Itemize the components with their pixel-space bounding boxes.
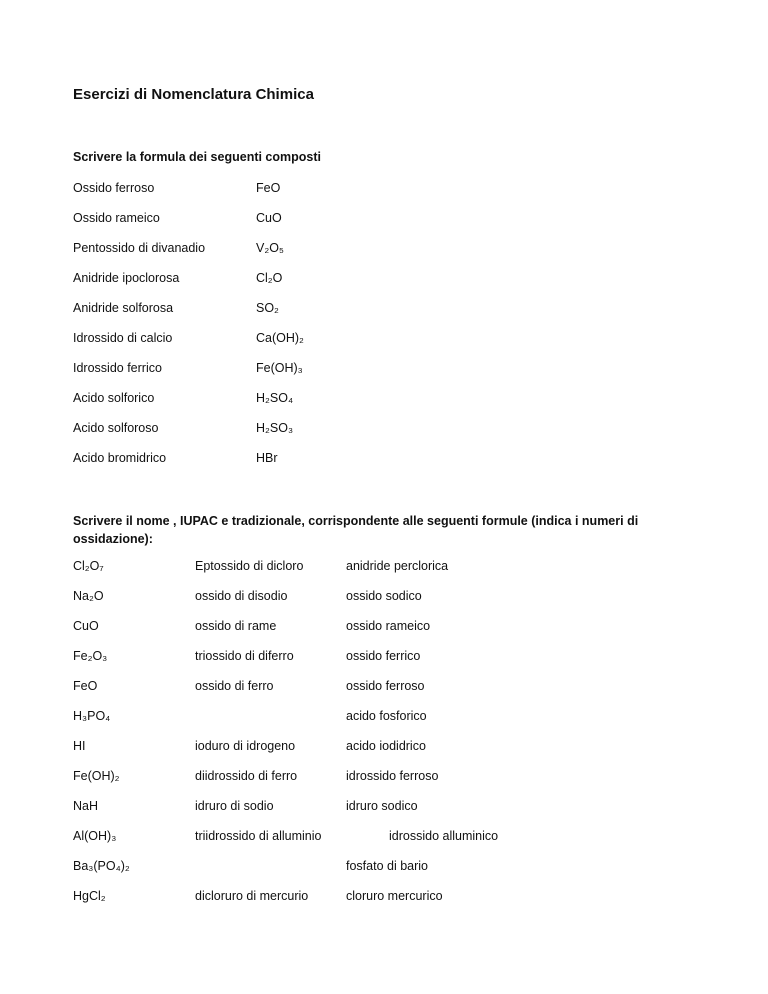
compound-formula: NaH: [73, 799, 99, 813]
compound-formula: SO₂: [256, 301, 279, 315]
compound-formula: HgCl₂: [73, 889, 106, 903]
compound-formula: Fe₂O₃: [73, 649, 108, 663]
compound-formula: CuO: [73, 619, 99, 633]
list-item: [73, 449, 693, 467]
compound-name: Acido solforico: [73, 391, 155, 405]
compound-name: Anidride ipoclorosa: [73, 271, 180, 285]
list-item: [73, 857, 693, 875]
list-item: [73, 647, 693, 665]
traditional-name: cloruro mercurico: [346, 889, 443, 903]
list-item: [73, 557, 693, 575]
iupac-name: dicloruro di mercurio: [195, 889, 309, 903]
list-item: [73, 359, 693, 377]
compound-formula: Ba₃(PO₄)₂: [73, 859, 130, 873]
list-item: [73, 389, 693, 407]
traditional-name: ossido rameico: [346, 619, 431, 633]
compound-formula: Cl₂O: [256, 271, 283, 285]
compound-name: Ossido ferroso: [73, 181, 155, 195]
iupac-name: triidrossido di alluminio: [195, 829, 322, 843]
compound-name: Anidride solforosa: [73, 301, 174, 315]
traditional-name: fosfato di bario: [346, 859, 428, 873]
compound-formula: Fe(OH)₂: [73, 769, 120, 783]
compound-formula: Cl₂O₇: [73, 559, 104, 573]
compound-name: Idrossido di calcio: [73, 331, 173, 345]
section-heading-names: Scrivere il nome , IUPAC e tradizionale, corrispondente alle seguenti formule (indica i numeri di ossidazione):: [73, 514, 639, 546]
list-item: [73, 299, 693, 317]
traditional-name: ossido sodico: [346, 589, 422, 603]
list-item: [73, 767, 693, 785]
list-item: [73, 707, 693, 725]
section-heading-formulas: Scrivere la formula dei seguenti composti: [73, 150, 321, 164]
iupac-name: diidrossido di ferro: [195, 769, 298, 783]
page-title: Esercizi di Nomenclatura Chimica: [73, 86, 314, 103]
compound-formula: Al(OH)₃: [73, 829, 117, 843]
compound-name: Idrossido ferrico: [73, 361, 162, 375]
iupac-name: idruro di sodio: [195, 799, 274, 813]
list-item: [73, 329, 693, 347]
list-item: [73, 737, 693, 755]
iupac-name: Eptossido di dicloro: [195, 559, 304, 573]
compound-formula: Ca(OH)₂: [256, 331, 304, 345]
list-item: [73, 269, 693, 287]
traditional-name: idrossido ferroso: [346, 769, 439, 783]
compound-formula: Na₂O: [73, 589, 104, 603]
iupac-name: ossido di rame: [195, 619, 277, 633]
compound-formula: HBr: [256, 451, 278, 465]
traditional-name: acido iodidrico: [346, 739, 426, 753]
iupac-name: ossido di disodio: [195, 589, 288, 603]
compound-formula: H₂SO₄: [256, 391, 294, 405]
list-item: [73, 617, 693, 635]
list-item: [73, 587, 693, 605]
iupac-name: triossido di diferro: [195, 649, 294, 663]
compound-formula: FeO: [256, 181, 281, 195]
traditional-name: idrossido alluminico: [389, 829, 499, 843]
compound-formula: H₂SO₃: [256, 421, 294, 435]
traditional-name: acido fosforico: [346, 709, 427, 723]
compound-name: Ossido rameico: [73, 211, 160, 225]
compound-formula: Fe(OH)₃: [256, 361, 303, 375]
compound-name: Acido bromidrico: [73, 451, 167, 465]
list-item: [73, 419, 693, 437]
compound-formula: H₃PO₄: [73, 709, 111, 723]
compound-formula: CuO: [256, 211, 282, 225]
iupac-name: ioduro di idrogeno: [195, 739, 296, 753]
traditional-name: ossido ferrico: [346, 649, 421, 663]
traditional-name: ossido ferroso: [346, 679, 425, 693]
traditional-name: anidride perclorica: [346, 559, 449, 573]
list-item: [73, 887, 693, 905]
compound-name: Acido solforoso: [73, 421, 159, 435]
list-item: [73, 179, 693, 197]
traditional-name: idruro sodico: [346, 799, 418, 813]
compound-formula: FeO: [73, 679, 98, 693]
list-item: [73, 827, 693, 845]
compound-formula: V₂O₅: [256, 241, 284, 255]
list-item: [73, 797, 693, 815]
list-item: [73, 209, 693, 227]
list-item: [73, 239, 693, 257]
compound-formula: HI: [73, 739, 86, 753]
iupac-name: ossido di ferro: [195, 679, 274, 693]
list-item: [73, 677, 693, 695]
compound-name: Pentossido di divanadio: [73, 241, 206, 255]
